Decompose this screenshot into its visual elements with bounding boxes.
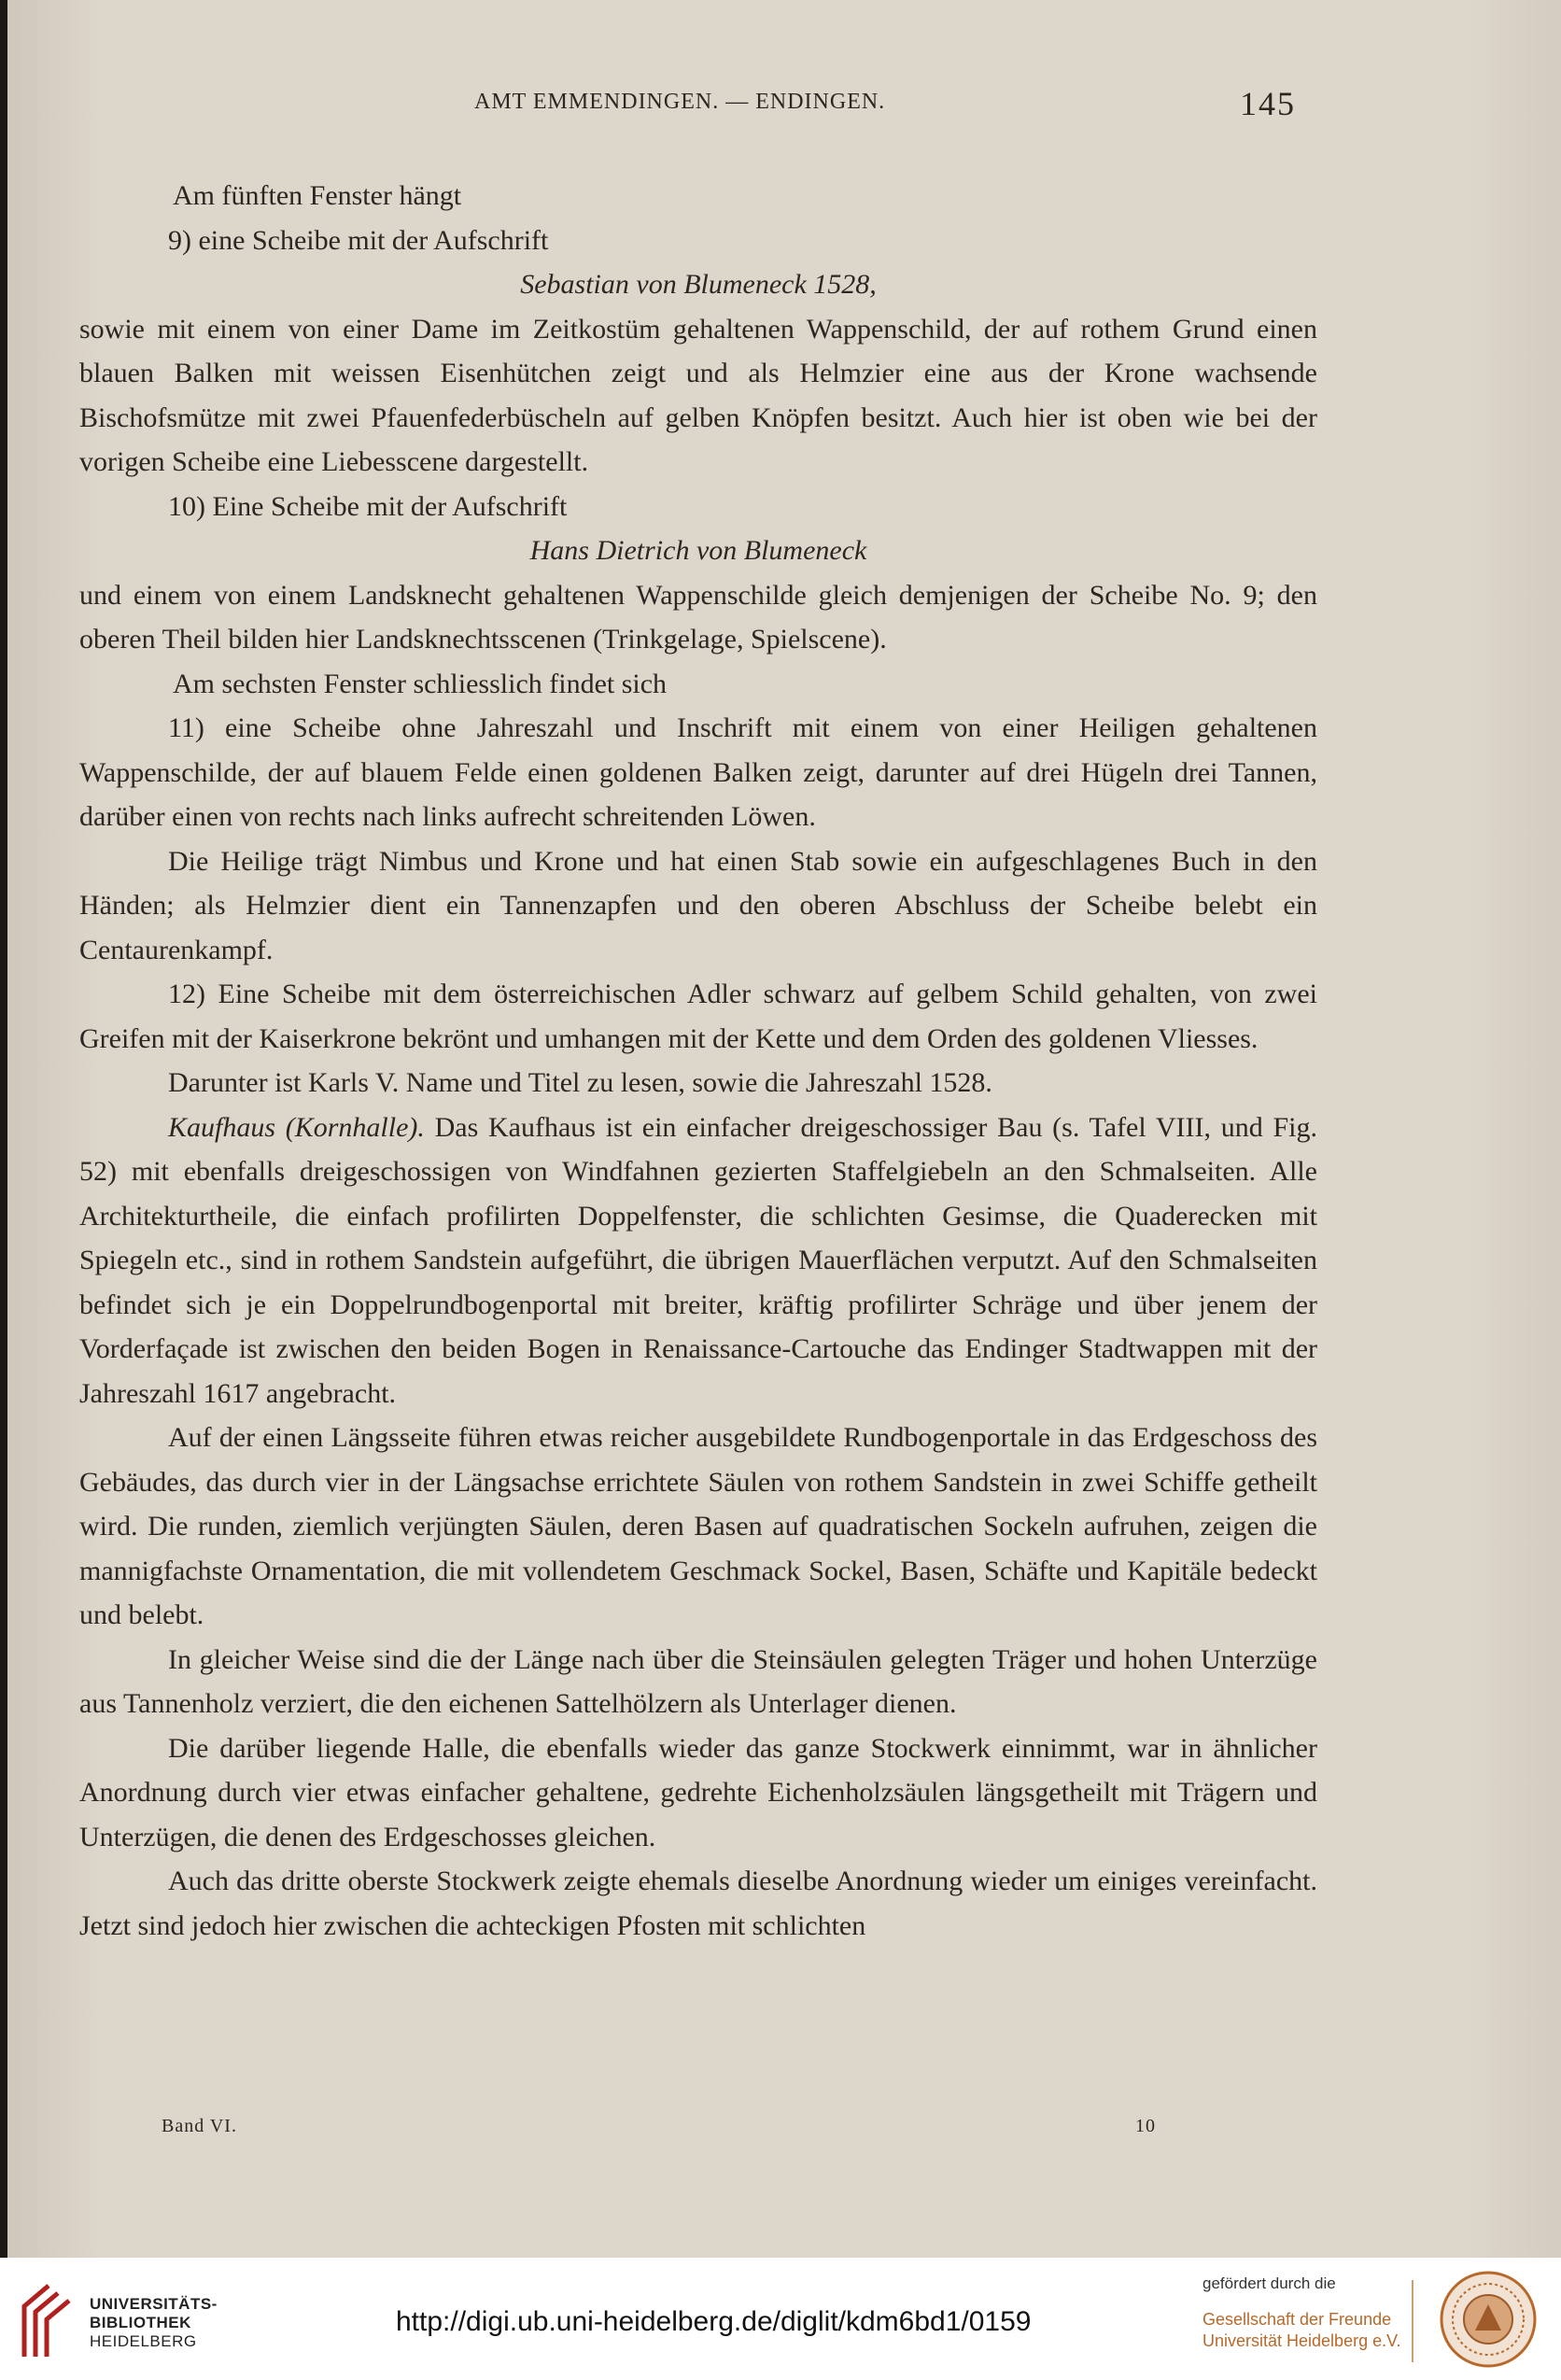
sponsor-block: [1202, 2273, 1427, 2352]
library-name-line: BIBLIOTHEK: [90, 2314, 191, 2331]
paragraph: Am fünften Fenster hängt: [173, 180, 462, 211]
paragraph: In gleicher Weise sind die der Länge nach über die Steinsäulen gelegten Träger und hohen Unterzüge aus Tannenholz verziert, die den eichenen Sattelhölzern als Unterlager dienen.: [79, 1643, 1317, 1719]
signature-mark: 10: [1135, 2116, 1156, 2136]
body-text: [79, 174, 1317, 1948]
scanned-page: [7, 0, 1561, 2258]
paragraph: 9) eine Scheibe mit der Aufschrift: [168, 224, 549, 256]
running-title: AMT EMMENDINGEN. — ENDINGEN.: [474, 90, 886, 114]
paragraph: Darunter ist Karls V. Name und Titel zu lesen, sowie die Jahreszahl 1528.: [168, 1067, 992, 1098]
paragraph: 10) Eine Scheibe mit der Aufschrift: [168, 490, 568, 522]
paragraph: 12) Eine Scheibe mit dem österreichischen Adler schwarz auf gelbem Schild gehalten, von zwei Greifen mit der Kaiserkrone bekrönt und umhangen mit der Kette und dem Orden des goldenen Vliesses.: [79, 979, 1317, 1054]
paragraph: Die darüber liegende Halle, die ebenfalls wieder das ganze Stockwerk einnimmt, war in ähnlicher Anordnung durch vier etwas einfacher gehaltene, gedrehte Eichenholzsäulen längsgetheilt mit Trägern und Unterzügen, die denen des Erdgeschosses gleichen.: [79, 1732, 1317, 1852]
inscription: Sebastian von Blumeneck 1528,: [520, 269, 877, 300]
paragraph: 11) eine Scheibe ohne Jahreszahl und Inschrift mit einem von einer Heiligen gehaltenen Wappenschilde, der auf blauem Felde einen goldenen Balken zeigt, darunter auf drei Hügeln drei Tannen, darüber einen von rechts nach links aufrecht schreitenden Löwen.: [79, 712, 1317, 832]
banner-divider: [1412, 2280, 1413, 2362]
paragraph-kaufhaus: [79, 1106, 1317, 1416]
paragraph-text: Das Kaufhaus ist ein einfacher dreigeschossiger Bau (s. Tafel VIII, und Fig. 52) mit ebenfalls dreigeschossigen von Windfahnen gezierten Staffelgiebeln an den Schmalseiten. Alle Architekturtheile, die einfach profilirten Doppelfenster, die schlichten Gesimse, die Quaderecken mit Spiegeln etc., sind in rothem Sandstein aufgeführt, die übrigen Mauerflächen verputzt. Auf den Schmalseiten befindet sich je ein Doppelrundbogenportal mit breiter, kräftig profilirter Schräge und über jenem der Vorderfaçade ist zwischen den beiden Bogen in Renaissance-Cartouche das Endinger Stadtwappen mit der Jahreszahl 1617 angebracht.: [79, 1111, 1318, 1409]
ub-heidelberg-logo-icon: [21, 2278, 82, 2360]
paragraph: Auf der einen Längsseite führen etwas reicher ausgebildete Rundbogenportale in das Erdgeschoss des Gebäudes, das durch vier in der Längsachse errichtete Säulen von rothem Sandstein in zwei Schiffe getheilt wird. Die runden, ziemlich verjüngten Säulen, deren Basen auf quadratischen Sockeln aufruhen, zeigen die mannigfachste Ornamentation, die mit vollendetem Geschmack Sockel, Basen, Schäfte und Kapitäle bedeckt und belebt.: [79, 1422, 1317, 1630]
paragraph: Am sechsten Fenster schliesslich findet sich: [173, 668, 668, 699]
paragraph: und einem von einem Landsknecht gehaltenen Wappenschilde gleich demjenigen der Scheibe No. 9; den oberen Theil bilden hier Landsknechtsscenen (Trinkgelage, Spielscene).: [79, 579, 1317, 655]
library-banner: [0, 2258, 1561, 2380]
library-name-line: HEIDELBERG: [90, 2332, 197, 2350]
inscription: Hans Dietrich von Blumeneck: [529, 535, 867, 566]
paragraph: Die Heilige trägt Nimbus und Krone und hat einen Stab sowie ein aufgeschlagenes Buch in den Händen; als Helmzier dient ein Tannenzapfen und den oberen Abschluss der Scheibe belebt ein Centaurenkampf.: [79, 845, 1317, 965]
paragraph: sowie mit einem von einer Dame im Zeitkostüm gehaltenen Wappenschild, der auf rothem Grund einen blauen Balken mit weissen Eisenhütchen zeigt und als Helmzier eine aus der Krone wachsende Bischofsmütze mit zwei Pfauenfederbüscheln auf gelben Knöpfen besitzt. Auch hier ist oben wie bei der vorigen Scheibe eine Liebesscene dargestellt.: [79, 313, 1317, 477]
section-heading: Kaufhaus (Kornhalle).: [168, 1111, 425, 1143]
sponsor-name: Universität Heidelberg e.V.: [1202, 2331, 1401, 2350]
sponsor-promo: gefördert durch die: [1202, 2274, 1336, 2292]
university-seal-icon: [1438, 2269, 1539, 2370]
sponsor-name: Gesellschaft der Freunde: [1202, 2310, 1392, 2329]
permalink-url[interactable]: http://digi.ub.uni-heidelberg.de/diglit/kdm6bd1/0159: [396, 2306, 1032, 2337]
page-number: 145: [1240, 85, 1296, 122]
volume-label: Band VI.: [162, 2116, 237, 2136]
library-name-line: UNIVERSITÄTS-: [90, 2295, 218, 2313]
library-name: [90, 2295, 218, 2351]
paragraph: Auch das dritte oberste Stockwerk zeigte ehemals dieselbe Anordnung wieder um einiges vereinfacht. Jetzt sind jedoch hier zwischen die achteckigen Pfosten mit schlichten: [79, 1866, 1317, 1941]
